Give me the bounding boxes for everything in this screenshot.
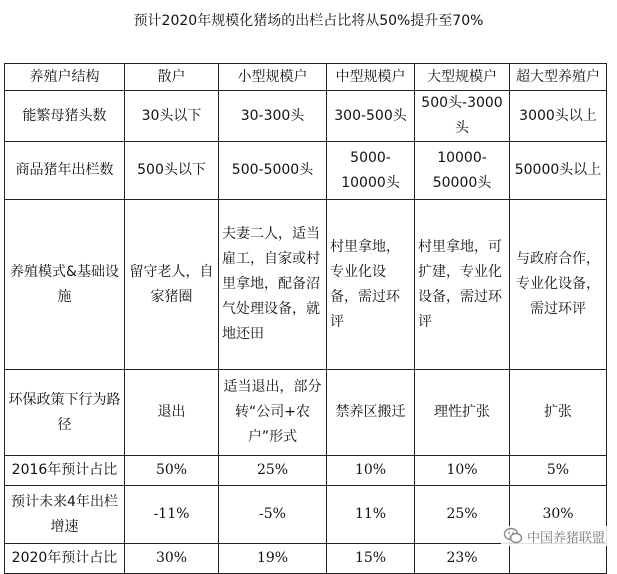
table-cell: 留守老人，自家猪圈 — [125, 200, 219, 370]
table-cell: 500头-3000头 — [415, 91, 510, 142]
header-cell: 大型规模户 — [415, 64, 510, 91]
table-cell: 15% — [327, 544, 415, 574]
table-cell: 与政府合作，专业化设备，需过环评 — [510, 200, 607, 370]
table-header-row — [5, 64, 607, 91]
table-cell: 25% — [415, 486, 510, 544]
header-cell: 散户 — [125, 64, 219, 91]
table-row — [5, 200, 607, 370]
row-label: 2016年预计占比 — [5, 456, 125, 486]
table-cell: 3000头以上 — [510, 91, 607, 142]
row-label: 2020年预计占比 — [5, 544, 125, 574]
table-cell: 10000-50000头 — [415, 142, 510, 200]
row-label: 养殖模式&基础设施 — [5, 200, 125, 370]
table-cell: 5000-10000头 — [327, 142, 415, 200]
table-cell: -11% — [125, 486, 219, 544]
table-cell: 500头以下 — [125, 142, 219, 200]
table-row — [5, 544, 607, 574]
table-cell: 11% — [327, 486, 415, 544]
table-cell: 23% — [415, 544, 510, 574]
row-label: 环保政策下行为路径 — [5, 370, 125, 456]
table-cell: 30-300头 — [219, 91, 327, 142]
table-cell: 适当退出，部分转“公司+农户”形式 — [219, 370, 327, 456]
table-row — [5, 91, 607, 142]
header-cell: 中型规模户 — [327, 64, 415, 91]
watermark-text: 中国养猪联盟 — [526, 530, 605, 546]
table-cell: 夫妻二人，适当雇工，自家或村里拿地，配备沼气处理设备，就地还田 — [219, 200, 327, 370]
table-cell: 村里拿地，可扩建，专业化设备，需过环评 — [415, 200, 510, 370]
pig-farm-structure-table — [4, 63, 607, 574]
table-cell: 500-5000头 — [219, 142, 327, 200]
table-cell: -5% — [219, 486, 327, 544]
table-cell: 5% — [510, 456, 607, 486]
header-cell: 养殖户结构 — [5, 64, 125, 91]
watermark — [501, 526, 607, 546]
row-label: 能繁母猪头数 — [5, 91, 125, 142]
table-cell: 30头以下 — [125, 91, 219, 142]
table-cell: 300-500头 — [327, 91, 415, 142]
table-cell: 村里拿地，专业化设备，需过环评 — [327, 200, 415, 370]
header-cell: 小型规模户 — [219, 64, 327, 91]
table-cell: 禁养区搬迁 — [327, 370, 415, 456]
table-cell — [510, 544, 607, 574]
header-cell: 超大型养殖户 — [510, 64, 607, 91]
table-cell: 10% — [415, 456, 510, 486]
row-label: 商品猪年出栏数 — [5, 142, 125, 200]
table-cell: 25% — [219, 456, 327, 486]
table-row — [5, 456, 607, 486]
table-row — [5, 370, 607, 456]
wechat-icon — [503, 526, 523, 546]
table-cell: 10% — [327, 456, 415, 486]
table-cell: 19% — [219, 544, 327, 574]
table-cell: 50000头以上 — [510, 142, 607, 200]
table-row — [5, 142, 607, 200]
table-cell: 30% — [510, 486, 607, 544]
table-cell: 扩张 — [510, 370, 607, 456]
row-label: 预计未来4年出栏增速 — [5, 486, 125, 544]
table-cell: 50% — [125, 456, 219, 486]
table-cell: 30% — [125, 544, 219, 574]
page-title: 预计2020年规模化猪场的出栏占比将从50%提升至70% — [133, 13, 484, 29]
table-cell: 理性扩张 — [415, 370, 510, 456]
table-cell: 退出 — [125, 370, 219, 456]
